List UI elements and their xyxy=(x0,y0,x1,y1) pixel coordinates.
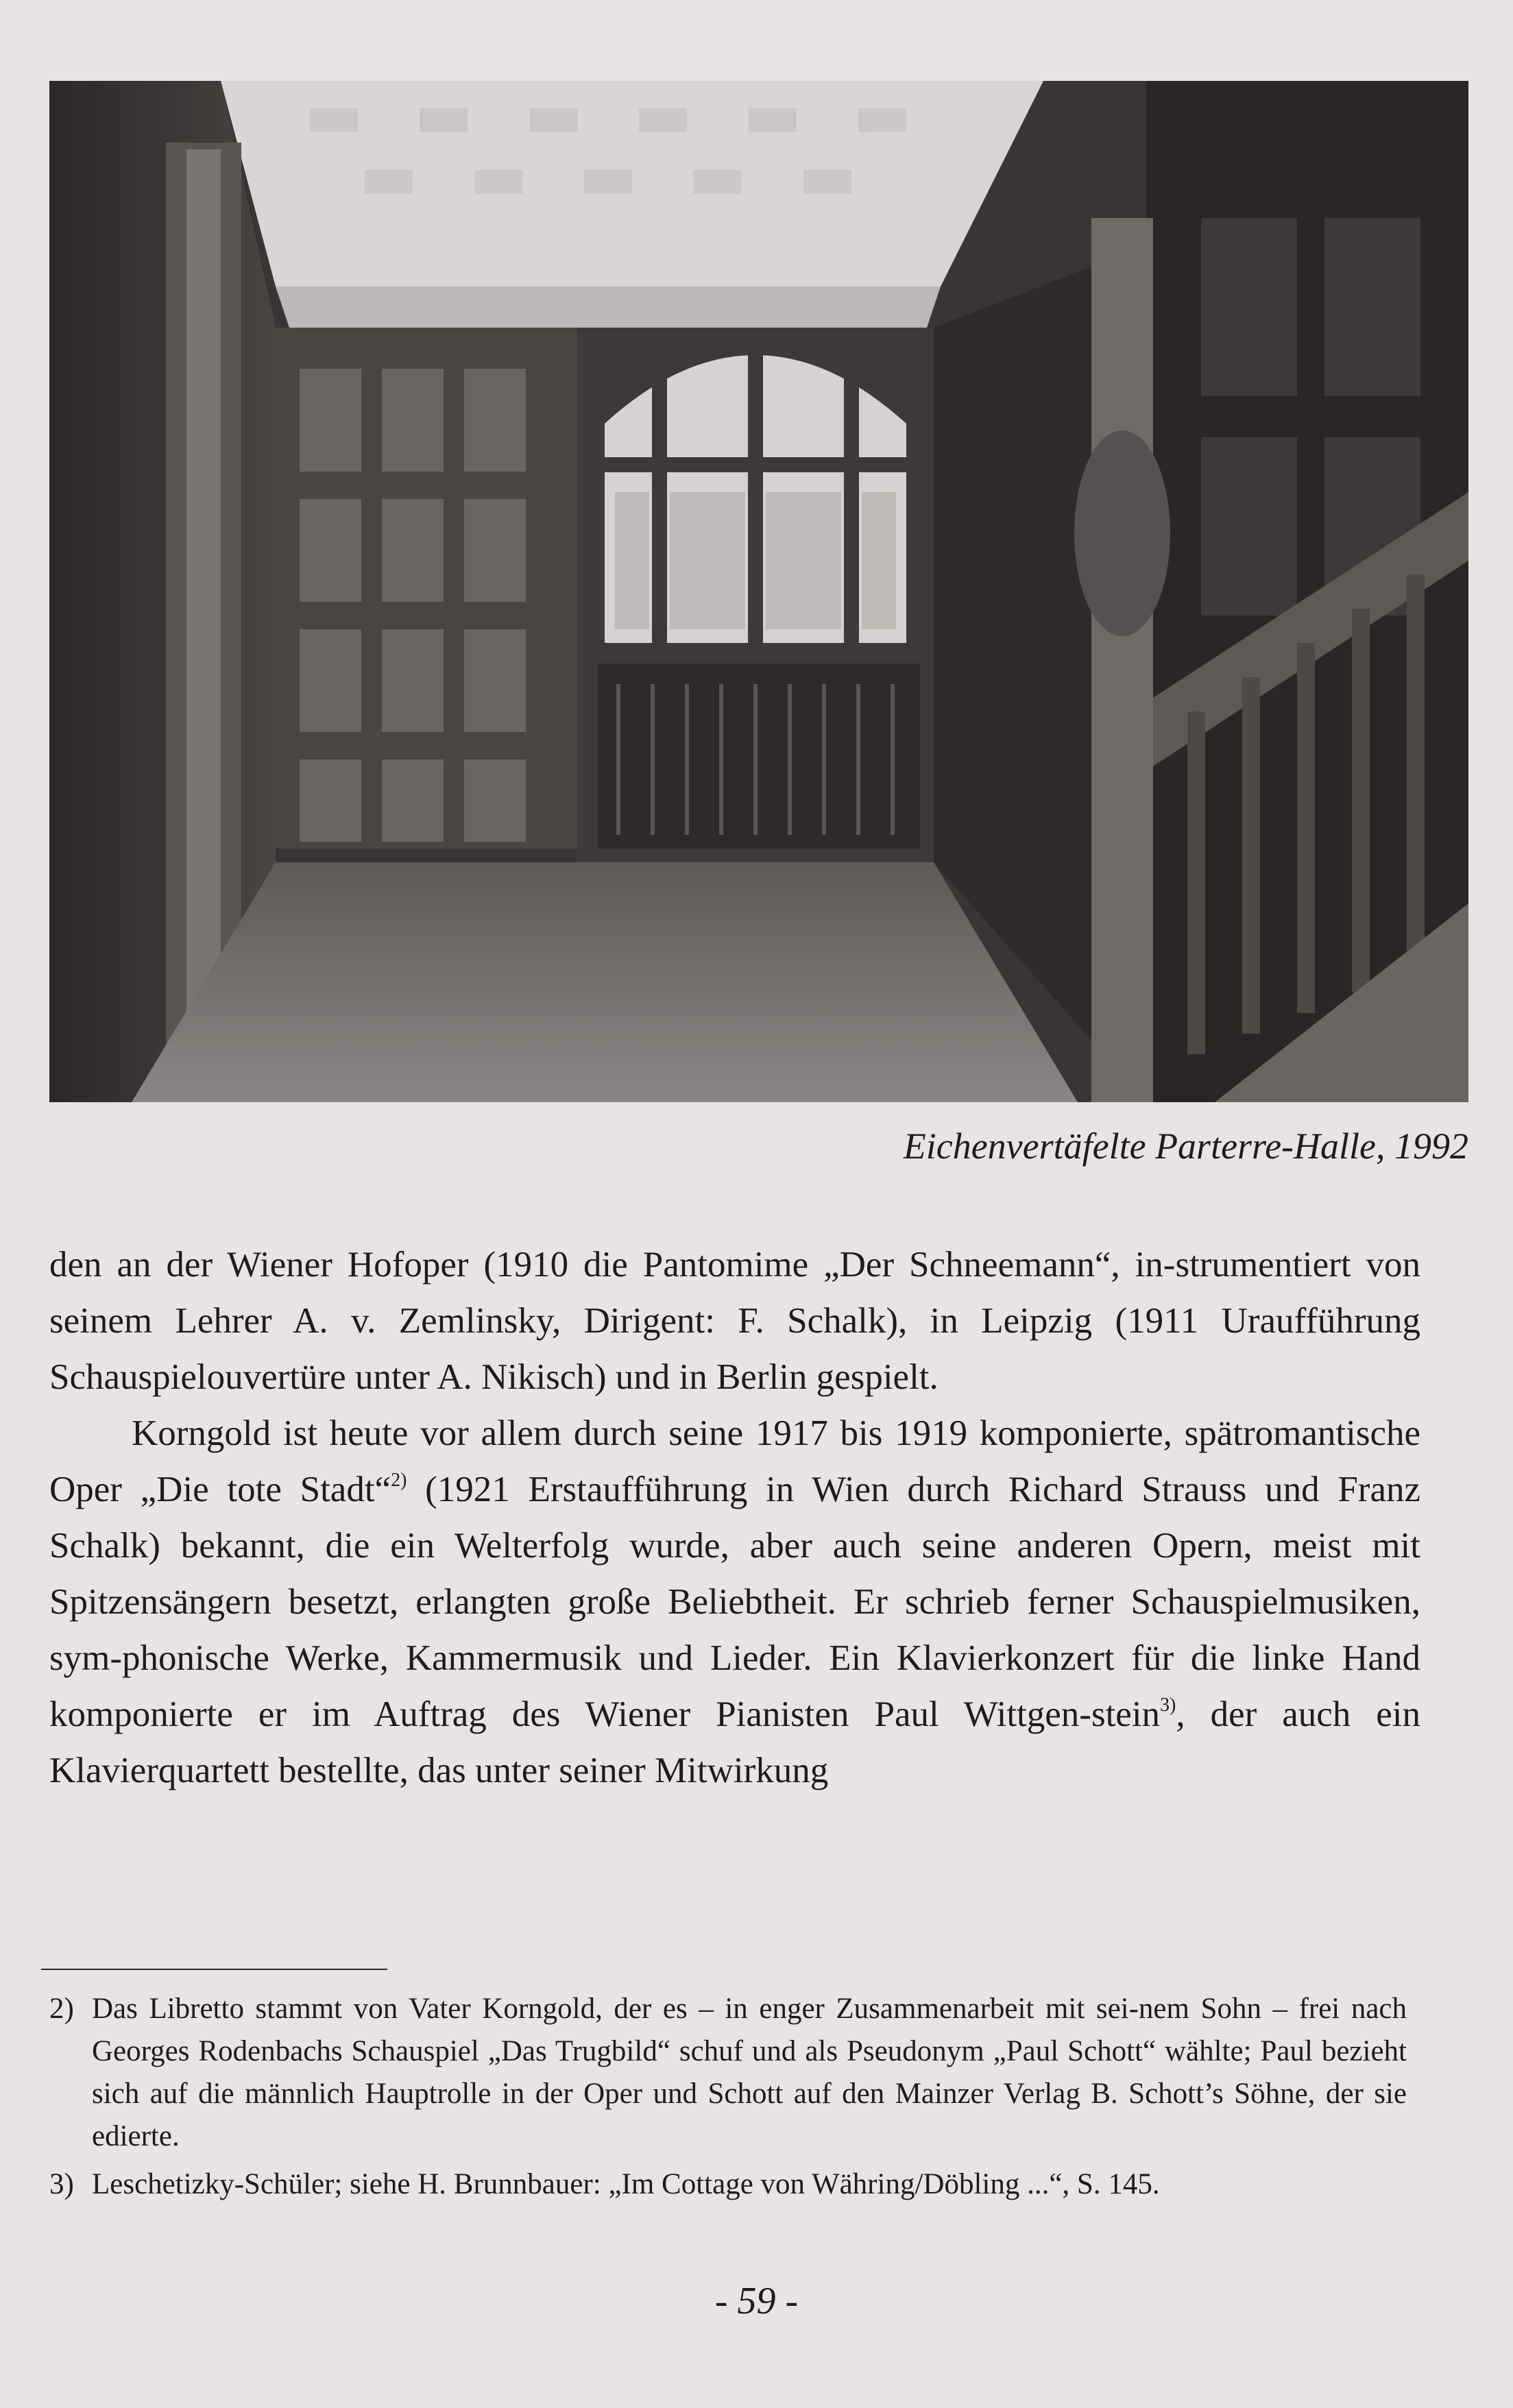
hall-photo xyxy=(49,81,1468,1102)
photo-caption: Eichenvertäfelte Parterre-Halle, 1992 xyxy=(903,1126,1468,1167)
paragraph-1: den an der Wiener Hofoper (1910 die Pantomime „Der Schneemann“, in-strumentiert von seinem Lehrer A. v. Zemlinsky, Dirigent: F. Schalk), in Leipzig (1911 Uraufführung Schauspielouvertüre unter A. Nikisch) und in Berlin gespielt. xyxy=(49,1245,1420,1397)
footnote-mark: 3) xyxy=(49,2168,74,2200)
footnote-3 xyxy=(49,2163,1407,2206)
footnotes xyxy=(49,1988,1407,2211)
paragraph-2-part-2: (1921 Erstaufführung in Wien durch Richard Strauss und Franz Schalk) bekannt, die ein Welterfolg wurde, aber auch seine anderen Opern, meist mit Spitzensängern besetzt, erlangten große Beliebtheit. Er schrieb ferner Schauspielmusiken, sym-phonische Werke, Kammermusik und Lieder. Ein Klavierkonzert für die linke Hand komponierte er im Auftrag des Wiener Pianisten Paul Wittgen-stein xyxy=(49,1470,1420,1734)
footnote-text: Leschetizky-Schüler; siehe H. Brunnbauer: „Im Cottage von Währing/Döbling ...“, S. 145. xyxy=(92,2168,1160,2200)
footnote-divider xyxy=(41,1969,387,1970)
page-number: - 59 - xyxy=(714,2280,799,2322)
footnote-text: Das Libretto stammt von Vater Korngold, der es – in enger Zusammenarbeit mit sei-nem Sohn – frei nach Georges Rodenbachs Schauspiel „Das Trugbild“ schuf und als Pseudonym „Paul Schott“ wählte; Paul bezieht sich auf die männlich Hauptrolle in der Oper und Schott auf den Mainzer Verlag B. Schott’s Söhne, der sie edierte. xyxy=(92,1993,1407,2152)
body-text xyxy=(49,1237,1420,1799)
paragraph-2 xyxy=(49,1405,1420,1799)
footnote-mark: 2) xyxy=(49,1993,74,2025)
footnote-ref-3[interactable]: 3) xyxy=(1160,1694,1176,1716)
footnote-ref-2[interactable]: 2) xyxy=(391,1470,407,1491)
footnote-2 xyxy=(49,1988,1407,2158)
paragraph-2-part-1: Korngold ist heute vor allem durch seine 1917 bis 1919 komponierte, spätromantische Oper „Die tote Stadt“ xyxy=(49,1413,1420,1509)
paragraph-2-part-3: , der auch ein Klavierquartett bestellte, das unter seiner Mitwirkung xyxy=(49,1694,1420,1790)
hall-photo-drawing xyxy=(49,81,1468,1102)
